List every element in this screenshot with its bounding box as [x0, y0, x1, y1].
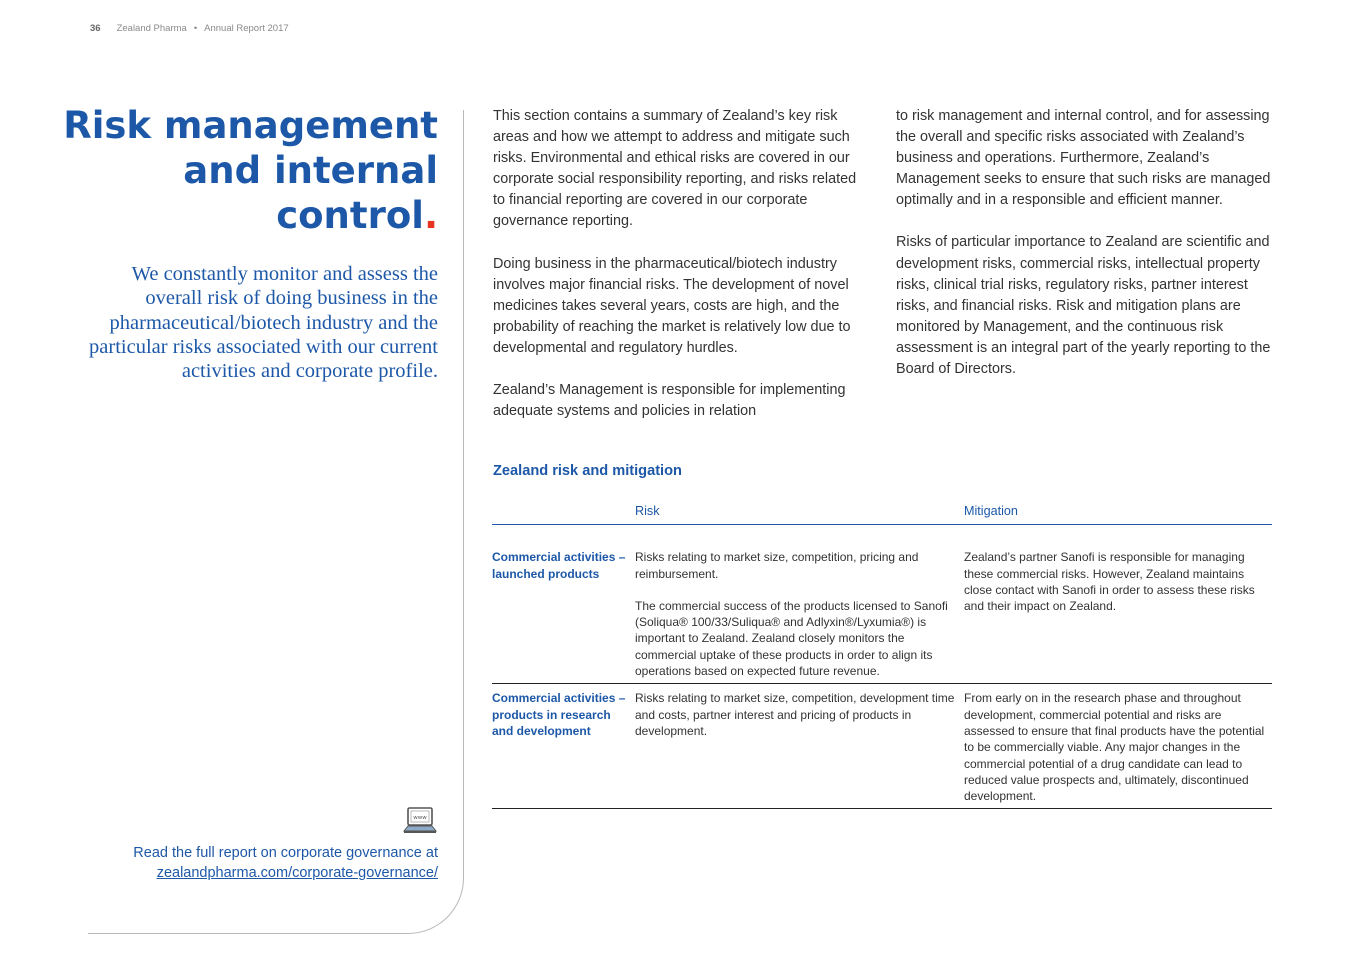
read-more-block	[58, 843, 438, 883]
row-category: Commercial activities – products in research and development	[492, 684, 635, 809]
header-separator: •	[193, 23, 198, 34]
row-category: Commercial activities – launched products	[492, 525, 635, 684]
table-title: Zealand risk and mitigation	[493, 463, 682, 479]
page-header	[90, 23, 289, 34]
body-paragraph: Zealand’s Management is responsible for implementing adequate systems and policies in relation	[493, 382, 846, 420]
laptop-www-icon	[403, 806, 437, 834]
row-risk	[635, 684, 964, 809]
body-paragraph: This section contains a summary of Zealand’s key risk areas and how we attempt to address and mitigate such risks. Environmental and ethical risks are covered in our corporate social responsibility reporting, and risks related to financial reporting are covered in our corporate governance reporting.	[493, 108, 857, 230]
report-name: Annual Report 2017	[204, 23, 289, 34]
row-risk	[635, 525, 964, 684]
body-paragraph: Risks of particular importance to Zealand are scientific and development risks, commercial risks, intellectual property risks, clinical trial risks, regulatory risks, partner interest risks, and financial risks. Risk and mitigation plans are monitored by Management, and the continuous risk assessment is an integral part of the yearly reporting to the Board of Directors.	[896, 234, 1271, 378]
risk-paragraph: Risks relating to market size, competition, development time and costs, partner interest and pricing of products in development.	[635, 691, 955, 738]
category-header	[492, 503, 635, 525]
body-column-1	[493, 106, 869, 443]
body-paragraph: Doing business in the pharmaceutical/biotech industry involves major financial risks. The development of novel medicines takes several years, costs are high, and the probability of reaching the market is relatively low due to developmental and regulatory hurdles.	[493, 255, 851, 356]
title-line-1: Risk management	[63, 104, 438, 147]
risk-paragraph: Risks relating to market size, competition, pricing and reimbursement.	[635, 550, 919, 581]
title-accent-dot: .	[423, 194, 438, 237]
mitigation-header: Mitigation	[964, 503, 1272, 525]
title-line-2: and internal	[183, 149, 438, 192]
table-row	[492, 525, 1272, 684]
page-number: 36	[90, 23, 101, 34]
www-icon-label: www	[413, 815, 427, 821]
table-row	[492, 684, 1272, 809]
corporate-governance-link[interactable]: zealandpharma.com/corporate-governance/	[156, 865, 438, 881]
company-name: Zealand Pharma	[116, 23, 187, 34]
page-title	[58, 103, 438, 238]
body-paragraph: to risk management and internal control, and for assessing the overall and specific risks associated with Zealand’s business and operations. Furthermore, Zealand’s Management seeks to ensure that such risks are managed optimally and in a responsible and efficient manner.	[896, 108, 1271, 209]
title-line-3: control	[276, 194, 424, 237]
risk-header: Risk	[635, 503, 964, 525]
intro-text: We constantly monitor and assess the overall risk of doing business in the pharmaceutical/biotech industry and the particular risks associated with our current activities and corporate profile.	[89, 263, 438, 383]
risk-paragraph: The commercial success of the products licensed to Sanofi (Soliqua® 100/33/Suliqua® and Adlyxin®/Lyxumia®) is important to Zealand. Zealand closely monitors the commercial uptake of these products in order to align its operations based on expected future revenue.	[635, 598, 948, 679]
read-more-text: Read the full report on corporate governance at	[133, 845, 438, 861]
row-mitigation: From early on in the research phase and throughout development, commercial potential and risks are assessed to ensure that final products have the potential to be commercially viable. Any major changes in the commercial potential of a drug candidate can lead to reduced value prospects and, ultimately, discontinued development.	[964, 684, 1272, 809]
row-mitigation: Zealand’s partner Sanofi is responsible for managing these commercial risks. However, Zealand maintains close contact with Sanofi in order to assess these risks and their impact on Zealand.	[964, 525, 1272, 684]
body-column-2	[896, 106, 1272, 401]
table-header-row	[492, 503, 1272, 525]
risk-mitigation-table	[492, 503, 1272, 809]
